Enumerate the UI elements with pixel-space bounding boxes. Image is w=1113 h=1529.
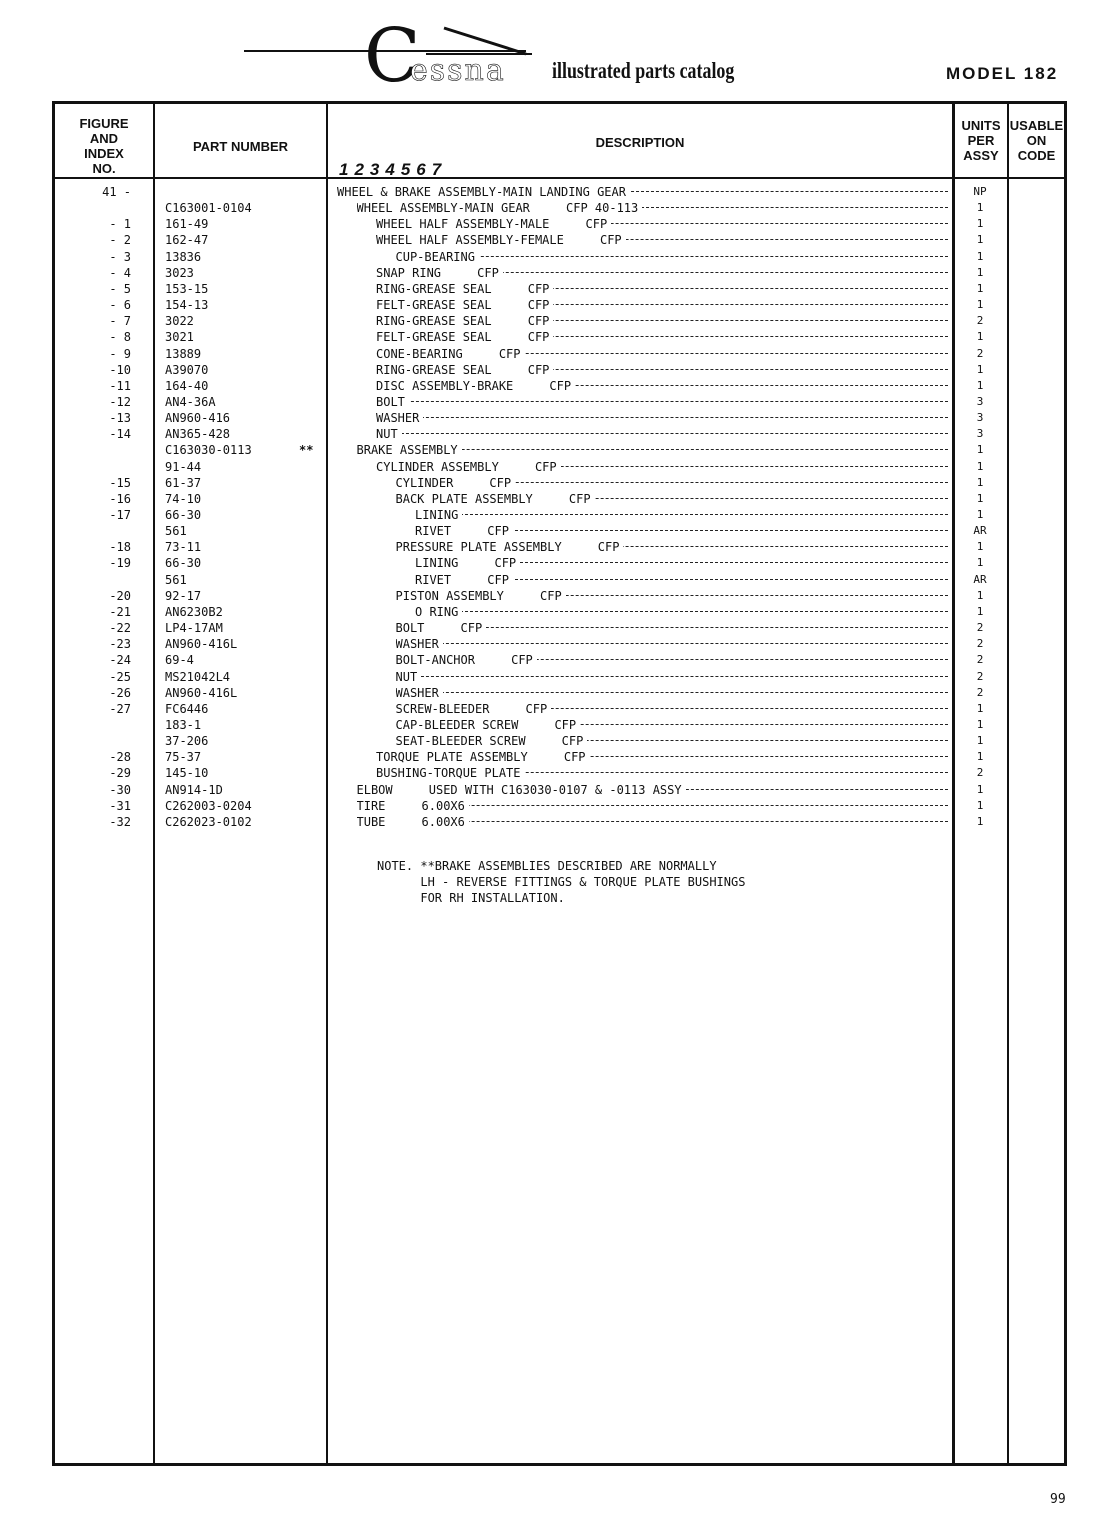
part-description bbox=[376, 394, 948, 410]
figure-index: -28 bbox=[109, 750, 131, 765]
units-per-assy: 1 bbox=[976, 217, 984, 231]
col-header-units: UNITS PER ASSY bbox=[961, 118, 1001, 163]
description-text: PISTON ASSEMBLY CFP bbox=[396, 589, 566, 603]
table-row bbox=[55, 281, 1064, 297]
part-description bbox=[396, 652, 949, 668]
table-row bbox=[55, 669, 1064, 685]
part-description bbox=[357, 814, 949, 830]
description-text: WASHER bbox=[376, 411, 423, 425]
part-description bbox=[415, 604, 948, 620]
units-per-assy: 2 bbox=[976, 621, 984, 635]
units-per-assy: 1 bbox=[976, 491, 984, 505]
part-number: AN960-416L bbox=[165, 637, 238, 652]
units-per-assy: 1 bbox=[976, 298, 984, 312]
part-description bbox=[357, 798, 949, 814]
part-description bbox=[357, 200, 949, 216]
units-per-assy: 2 bbox=[976, 346, 984, 360]
col-header-description: DESCRIPTION bbox=[595, 135, 685, 150]
part-description bbox=[415, 523, 948, 539]
leader-dashes bbox=[415, 611, 948, 612]
figure-index: 41 - bbox=[102, 185, 131, 199]
part-number: AN914-1D bbox=[165, 782, 223, 797]
logo-wordmark: essna bbox=[410, 53, 506, 88]
table-row bbox=[55, 733, 1064, 749]
part-description bbox=[376, 216, 948, 232]
units-per-assy: 1 bbox=[976, 798, 984, 812]
table-row bbox=[55, 782, 1064, 798]
units-per-assy: 1 bbox=[976, 782, 984, 796]
figure-index: -13 bbox=[109, 411, 131, 426]
description-text: LINING bbox=[415, 508, 462, 522]
figure-index: - 4 bbox=[109, 265, 131, 280]
units-per-assy: 1 bbox=[976, 281, 984, 295]
description-text: WHEEL HALF ASSEMBLY-MALE CFP bbox=[376, 217, 611, 231]
part-number: 66-30 bbox=[165, 508, 202, 522]
part-number: 69-4 bbox=[165, 653, 194, 668]
part-description bbox=[357, 782, 949, 798]
figure-index: - 8 bbox=[109, 330, 131, 345]
part-description bbox=[357, 442, 949, 458]
description-text: CONE-BEARING CFP bbox=[376, 347, 525, 361]
part-number: 92-17 bbox=[165, 588, 202, 603]
col-header-part-number: PART NUMBER bbox=[192, 139, 289, 154]
units-per-assy: AR bbox=[973, 572, 987, 586]
leader-dashes bbox=[376, 401, 948, 402]
description-text: WHEEL ASSEMBLY-MAIN GEAR CFP 40-113 bbox=[357, 201, 643, 215]
description-text: BACK PLATE ASSEMBLY CFP bbox=[396, 492, 595, 506]
figure-index: -10 bbox=[109, 362, 131, 377]
table-row bbox=[55, 265, 1064, 281]
table-row bbox=[55, 701, 1064, 717]
part-number: 74-10 bbox=[165, 491, 202, 506]
model-label: MODEL 182 bbox=[946, 64, 1059, 83]
part-number: C262003-0204 bbox=[165, 798, 252, 813]
figure-index: -14 bbox=[109, 427, 131, 442]
table-row bbox=[55, 200, 1064, 216]
figure-index: -29 bbox=[109, 766, 131, 781]
part-description bbox=[376, 410, 948, 426]
part-description bbox=[337, 184, 948, 200]
figure-index: -23 bbox=[109, 637, 131, 652]
part-number: 73-11 bbox=[165, 540, 202, 555]
part-number: 161-49 bbox=[165, 217, 209, 232]
units-per-assy: 1 bbox=[976, 475, 984, 489]
table-note: NOTE. **BRAKE ASSEMBLIES DESCRIBED ARE NORMALLY LH - REVERSE FITTINGS & TORQUE PLATE BUSHINGS FOR RH INSTALLATION. bbox=[377, 859, 746, 905]
part-number: AN365-428 bbox=[165, 427, 231, 442]
part-number: C163001-0104 bbox=[165, 201, 252, 216]
part-number: 162-47 bbox=[165, 233, 209, 248]
part-description bbox=[396, 669, 949, 685]
units-per-assy: 2 bbox=[976, 314, 984, 328]
description-text: O RING bbox=[415, 605, 462, 619]
table-row bbox=[55, 749, 1064, 765]
table-row bbox=[55, 459, 1064, 475]
figure-index: -22 bbox=[109, 621, 131, 636]
part-description bbox=[376, 232, 948, 248]
leader-dashes bbox=[396, 692, 949, 693]
table-row bbox=[55, 539, 1064, 555]
leader-dashes bbox=[415, 514, 948, 515]
description-text: BUSHING-TORQUE PLATE bbox=[376, 766, 525, 780]
description-text: WHEEL HALF ASSEMBLY-FEMALE CFP bbox=[376, 233, 626, 247]
part-description bbox=[396, 588, 949, 604]
units-per-assy: 1 bbox=[976, 734, 984, 748]
figure-index: -16 bbox=[109, 491, 131, 506]
description-text: TIRE 6.00X6 bbox=[357, 799, 469, 813]
part-description bbox=[376, 426, 948, 442]
description-text: WHEEL & BRAKE ASSEMBLY-MAIN LANDING GEAR bbox=[337, 185, 630, 199]
figure-index: -18 bbox=[109, 540, 131, 555]
part-number: 37-206 bbox=[165, 734, 209, 749]
part-number: 75-37 bbox=[165, 750, 202, 765]
description-text: CYLINDER CFP bbox=[396, 476, 516, 490]
units-per-assy: 3 bbox=[976, 411, 984, 425]
part-description bbox=[376, 378, 948, 394]
part-description bbox=[396, 620, 949, 636]
part-number: A39070 bbox=[165, 362, 209, 377]
table-row bbox=[55, 685, 1064, 701]
units-per-assy: 1 bbox=[976, 540, 984, 554]
figure-index: -11 bbox=[109, 378, 131, 393]
figure-index: -15 bbox=[109, 475, 131, 490]
description-text: WASHER bbox=[396, 637, 443, 651]
figure-index: -20 bbox=[109, 588, 131, 603]
description-text: SEAT-BLEEDER SCREW CFP bbox=[396, 734, 588, 748]
units-per-assy: 2 bbox=[976, 669, 984, 683]
table-row bbox=[55, 604, 1064, 620]
units-per-assy: 1 bbox=[976, 459, 984, 473]
description-text: BRAKE ASSEMBLY bbox=[357, 443, 462, 457]
figure-index: -30 bbox=[109, 782, 131, 797]
leader-dashes bbox=[376, 417, 948, 418]
col-header-figure: FIGURE AND INDEX NO. bbox=[79, 116, 129, 176]
units-per-assy: 1 bbox=[976, 588, 984, 602]
part-description bbox=[396, 685, 949, 701]
table-row bbox=[55, 426, 1064, 442]
table-row bbox=[55, 216, 1064, 232]
figure-index: -21 bbox=[109, 604, 131, 619]
part-number: C262023-0102 bbox=[165, 814, 252, 829]
table-row bbox=[55, 636, 1064, 652]
part-number: 3023 bbox=[165, 265, 194, 280]
table-row bbox=[55, 410, 1064, 426]
table-row bbox=[55, 346, 1064, 362]
part-number: 3021 bbox=[165, 330, 194, 345]
part-number: 66-30 bbox=[165, 556, 202, 571]
part-description bbox=[376, 459, 948, 475]
units-per-assy: 1 bbox=[976, 556, 984, 570]
units-per-assy: 1 bbox=[976, 265, 984, 279]
description-text: SCREW-BLEEDER CFP bbox=[396, 702, 552, 716]
description-text: RIVET CFP bbox=[415, 573, 513, 587]
description-text: SNAP RING CFP bbox=[376, 266, 503, 280]
units-per-assy: 2 bbox=[976, 685, 984, 699]
part-description bbox=[376, 313, 948, 329]
cessna-logo bbox=[244, 13, 544, 99]
parts-table bbox=[52, 101, 1067, 1466]
description-text: TORQUE PLATE ASSEMBLY CFP bbox=[376, 750, 590, 764]
part-description bbox=[396, 539, 949, 555]
figure-index: -25 bbox=[109, 669, 131, 684]
figure-index: - 6 bbox=[109, 298, 131, 313]
part-number: AN4-36A bbox=[165, 394, 216, 409]
description-text: BOLT-ANCHOR CFP bbox=[396, 653, 537, 667]
units-per-assy: 2 bbox=[976, 766, 984, 780]
figure-index: - 9 bbox=[109, 346, 131, 361]
table-row bbox=[55, 249, 1064, 265]
figure-index: -31 bbox=[109, 798, 131, 813]
part-description bbox=[396, 717, 949, 733]
leader-dashes bbox=[396, 676, 949, 677]
description-text: CAP-BLEEDER SCREW CFP bbox=[396, 718, 581, 732]
table-row bbox=[55, 313, 1064, 329]
leader-dashes bbox=[396, 643, 949, 644]
table-row bbox=[55, 572, 1064, 588]
units-per-assy: 1 bbox=[976, 233, 984, 247]
figure-index: - 1 bbox=[109, 217, 131, 232]
description-text: RING-GREASE SEAL CFP bbox=[376, 314, 553, 328]
description-text: NUT bbox=[396, 670, 422, 684]
part-number: 561 bbox=[165, 572, 187, 587]
units-per-assy: 1 bbox=[976, 701, 984, 715]
figure-index: - 5 bbox=[109, 281, 131, 296]
part-marker: ** bbox=[299, 443, 314, 458]
figure-index: -27 bbox=[109, 701, 131, 716]
part-description bbox=[376, 265, 948, 281]
figure-index: -12 bbox=[109, 394, 131, 409]
part-number: AN960-416 bbox=[165, 411, 231, 426]
table-row bbox=[55, 329, 1064, 345]
part-number: 13889 bbox=[165, 346, 202, 361]
units-per-assy: NP bbox=[973, 185, 987, 198]
units-per-assy: 1 bbox=[976, 201, 984, 215]
part-number: C163030-0113 bbox=[165, 443, 252, 458]
catalog-title: illustrated parts catalog bbox=[552, 58, 735, 83]
description-text: DISC ASSEMBLY-BRAKE CFP bbox=[376, 379, 575, 393]
units-per-assy: AR bbox=[973, 524, 987, 538]
table-row bbox=[55, 717, 1064, 733]
header-divider bbox=[55, 177, 1064, 179]
table-row bbox=[55, 362, 1064, 378]
description-text: CUP-BEARING bbox=[396, 250, 479, 264]
part-number: AN6230B2 bbox=[165, 604, 223, 619]
units-per-assy: 1 bbox=[976, 330, 984, 344]
part-description bbox=[396, 701, 949, 717]
part-description bbox=[396, 249, 949, 265]
part-description bbox=[376, 765, 948, 781]
table-row bbox=[55, 184, 1064, 200]
description-text: LINING CFP bbox=[415, 556, 520, 570]
table-row bbox=[55, 523, 1064, 539]
figure-index: -17 bbox=[109, 508, 131, 522]
units-per-assy: 1 bbox=[976, 717, 984, 731]
units-per-assy: 1 bbox=[976, 750, 984, 764]
table-row bbox=[55, 297, 1064, 313]
units-per-assy: 1 bbox=[976, 814, 984, 828]
part-description bbox=[415, 572, 948, 588]
units-per-assy: 3 bbox=[976, 427, 984, 441]
part-description bbox=[376, 281, 948, 297]
part-description bbox=[415, 555, 948, 571]
description-text: FELT-GREASE SEAL CFP bbox=[376, 330, 553, 344]
part-description bbox=[376, 362, 948, 378]
description-text: FELT-GREASE SEAL CFP bbox=[376, 298, 553, 312]
description-text: NUT bbox=[376, 427, 402, 441]
figure-index: - 7 bbox=[109, 314, 131, 329]
description-text: TUBE 6.00X6 bbox=[357, 815, 469, 829]
indent-level-scale: 1234567 bbox=[339, 160, 448, 179]
table-row bbox=[55, 507, 1064, 523]
part-description bbox=[376, 749, 948, 765]
units-per-assy: 1 bbox=[976, 249, 984, 263]
figure-index: -19 bbox=[109, 556, 131, 571]
description-text: PRESSURE PLATE ASSEMBLY CFP bbox=[396, 540, 624, 554]
units-per-assy: 1 bbox=[976, 604, 984, 618]
part-number: MS21042L4 bbox=[165, 669, 231, 684]
figure-index: -24 bbox=[109, 653, 131, 668]
table-row bbox=[55, 491, 1064, 507]
description-text: WASHER bbox=[396, 686, 443, 700]
units-per-assy: 1 bbox=[976, 443, 984, 457]
table-row bbox=[55, 765, 1064, 781]
part-description bbox=[396, 636, 949, 652]
part-description bbox=[396, 733, 949, 749]
part-number: 145-10 bbox=[165, 766, 209, 781]
part-number: 61-37 bbox=[165, 475, 202, 490]
table-row bbox=[55, 475, 1064, 491]
part-number: 164-40 bbox=[165, 378, 209, 393]
table-row bbox=[55, 232, 1064, 248]
figure-index: -26 bbox=[109, 685, 131, 700]
description-text: BOLT bbox=[376, 395, 409, 409]
table-row bbox=[55, 555, 1064, 571]
description-text: BOLT CFP bbox=[396, 621, 487, 635]
part-number: 91-44 bbox=[165, 459, 202, 474]
part-number: 154-13 bbox=[165, 298, 209, 313]
part-description bbox=[415, 507, 948, 523]
table-row bbox=[55, 652, 1064, 668]
col-header-usable: USABLE ON CODE bbox=[1009, 118, 1064, 163]
units-per-assy: 1 bbox=[976, 508, 984, 521]
units-per-assy: 2 bbox=[976, 637, 984, 651]
figure-index: -32 bbox=[109, 814, 131, 829]
table-row bbox=[55, 814, 1064, 830]
units-per-assy: 1 bbox=[976, 378, 984, 392]
part-number: LP4-17AM bbox=[165, 621, 223, 636]
units-per-assy: 2 bbox=[976, 653, 984, 667]
part-number: FC6446 bbox=[165, 701, 209, 716]
part-description bbox=[396, 491, 949, 507]
part-description bbox=[376, 346, 948, 362]
figure-index: - 2 bbox=[109, 233, 131, 248]
description-text: CYLINDER ASSEMBLY CFP bbox=[376, 460, 561, 474]
part-description bbox=[376, 329, 948, 345]
part-number: 3022 bbox=[165, 314, 194, 329]
table-row bbox=[55, 394, 1064, 410]
part-number: 561 bbox=[165, 524, 187, 539]
page-number: 99 bbox=[1050, 1492, 1066, 1507]
units-per-assy: 1 bbox=[976, 362, 984, 376]
table-row bbox=[55, 442, 1064, 458]
table-row bbox=[55, 798, 1064, 814]
part-number: AN960-416L bbox=[165, 685, 238, 700]
logo-c-glyph: C bbox=[364, 13, 421, 99]
part-number: 153-15 bbox=[165, 281, 209, 296]
figure-index: - 3 bbox=[109, 249, 131, 264]
leader-dashes bbox=[376, 433, 948, 434]
description-text: RING-GREASE SEAL CFP bbox=[376, 282, 553, 296]
table-row bbox=[55, 588, 1064, 604]
part-number: 183-1 bbox=[165, 717, 202, 732]
description-text: RING-GREASE SEAL CFP bbox=[376, 363, 553, 377]
table-row bbox=[55, 620, 1064, 636]
part-number: 13836 bbox=[165, 249, 202, 264]
description-text: RIVET CFP bbox=[415, 524, 513, 538]
part-description bbox=[396, 475, 949, 491]
part-description bbox=[376, 297, 948, 313]
units-per-assy: 3 bbox=[976, 394, 984, 408]
table-row bbox=[55, 378, 1064, 394]
description-text: ELBOW USED WITH C163030-0107 & -0113 ASSY bbox=[357, 783, 686, 797]
